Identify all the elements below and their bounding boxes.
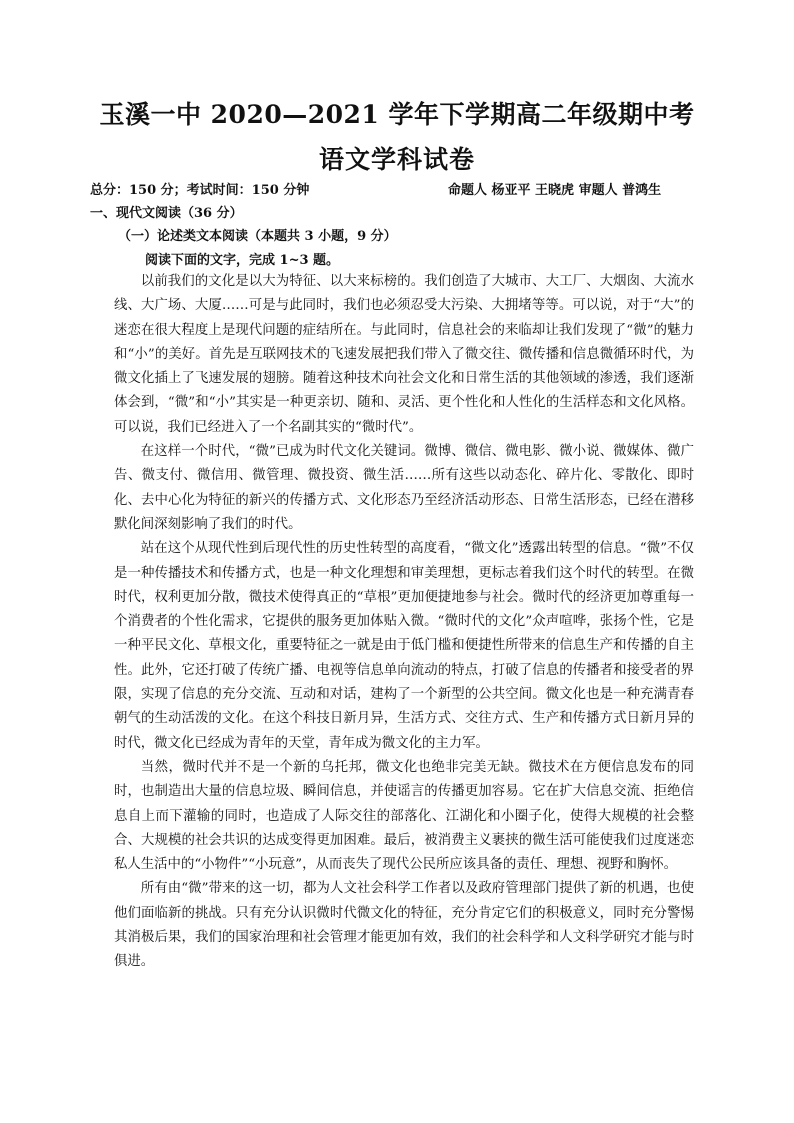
- reading-instruction: 阅读下面的文字，完成 1~3 题。: [145, 253, 340, 268]
- article-body: [114, 270, 694, 975]
- subsection-heading-argumentative: （一）论述类文本阅读（本题共 3 小题，9 分）: [118, 229, 397, 244]
- score-time-info: 总分：150 分；考试时间：150 分钟: [90, 183, 310, 198]
- section-heading-reading: 一、现代文阅读（36 分）: [90, 206, 243, 221]
- authors-info: 命题人 杨亚平 王晓虎 审题人 普鸿生: [448, 183, 662, 198]
- exam-subtitle: 语文学科试卷: [318, 145, 475, 174]
- article-paragraph: 当然，微时代并不是一个新的乌托邦，微文化也绝非完美无缺。微技术在方便信息发布的同时，也制造出大量的信息垃圾、瞬间信息，并使谣言的传播更加容易。它在扩大信息交流、拒绝信息自上而下灌输的同时，也造成了人际交往的部落化、江湖化和小圈子化，使得大规模的社会整合、大规模的社会共识的达成变得更加困难。最后，被消费主义裹挟的微生活可能使我们过度迷恋私人生活中的“小物件”“小玩意”，从而丧失了现代公民所应该具备的责任、理想、视野和胸怀。: [114, 759, 694, 873]
- article-paragraph: 以前我们的文化是以大为特征、以大来标榜的。我们创造了大城市、大工厂、大烟囱、大流水线、大广场、大厦……可是与此同时，我们也必须忍受大污染、大拥堵等等。可以说，对于“大”的迷恋在很大程度上是现代问题的症结所在。与此同时，信息社会的来临却让我们发现了“微”的魅力和“小”的美好。首先是互联网技术的飞速发展把我们带入了微交往、微传播和信息微循环时代，为微文化插上了飞速发展的翅膀。随着这种技术向社会文化和日常生活的其他领域的渗透，我们逐渐体会到，“微”和“小”其实是一种更亲切、随和、灵活、更个性化和人性化的生活样态和文化风格。可以说，我们已经进入了一个名副其实的“微时代”。: [114, 274, 694, 435]
- exam-title: 玉溪一中 2020—2021 学年下学期高二年级期中考: [99, 100, 695, 129]
- article-paragraph: 在这样一个时代，“微”已成为时代文化关键词。微博、微信、微电影、微小说、微媒体、微广告、微支付、微信用、微管理、微投资、微生活……所有这些以动态化、碎片化、零散化、即时化、去中心化为特征的新兴的传播方式、文化形态乃至经济活动形态、日常生活形态，已经在潜移默化间深刻影响了我们的时代。: [114, 444, 694, 532]
- article-paragraph: 所有由“微”带来的这一切，都为人文社会科学工作者以及政府管理部门提供了新的机遇，也使他们面临新的挑战。只有充分认识微时代微文化的特征，充分肯定它们的积极意义，同时充分警惕其消极后果，我们的国家治理和社会管理才能更加有效，我们的社会科学和人文科学研究才能与时俱进。: [114, 881, 694, 970]
- article-paragraph: 站在这个从现代性到后现代性的历史性转型的高度看，“微文化”透露出转型的信息。“微”不仅是一种传播技术和传播方式，也是一种文化理想和审美理想，更标志着我们这个时代的转型。在微时代，权利更加分散，微技术使得真正的“草根”更加便捷地参与社会。微时代的经济更加尊重每一个消费者的个性化需求，它提供的服务更加体贴入微。“微时代的文化”众声喧哗，张扬个性，它是一种平民文化、草根文化，重要特征之一就是由于低门槛和便捷性所带来的信息生产和传播的自主性。此外，它还打破了传统广播、电视等信息单向流动的特点，打破了信息的传播者和接受者的界限，实现了信息的充分交流、互动和对话，建构了一个新型的公共空间。微文化也是一种充满青春朝气的生动活泼的文化。在这个科技日新月异，生活方式、交往方式、生产和传播方式日新月异的时代，微文化已经成为青年的天堂，青年成为微文化的主力军。: [114, 541, 694, 751]
